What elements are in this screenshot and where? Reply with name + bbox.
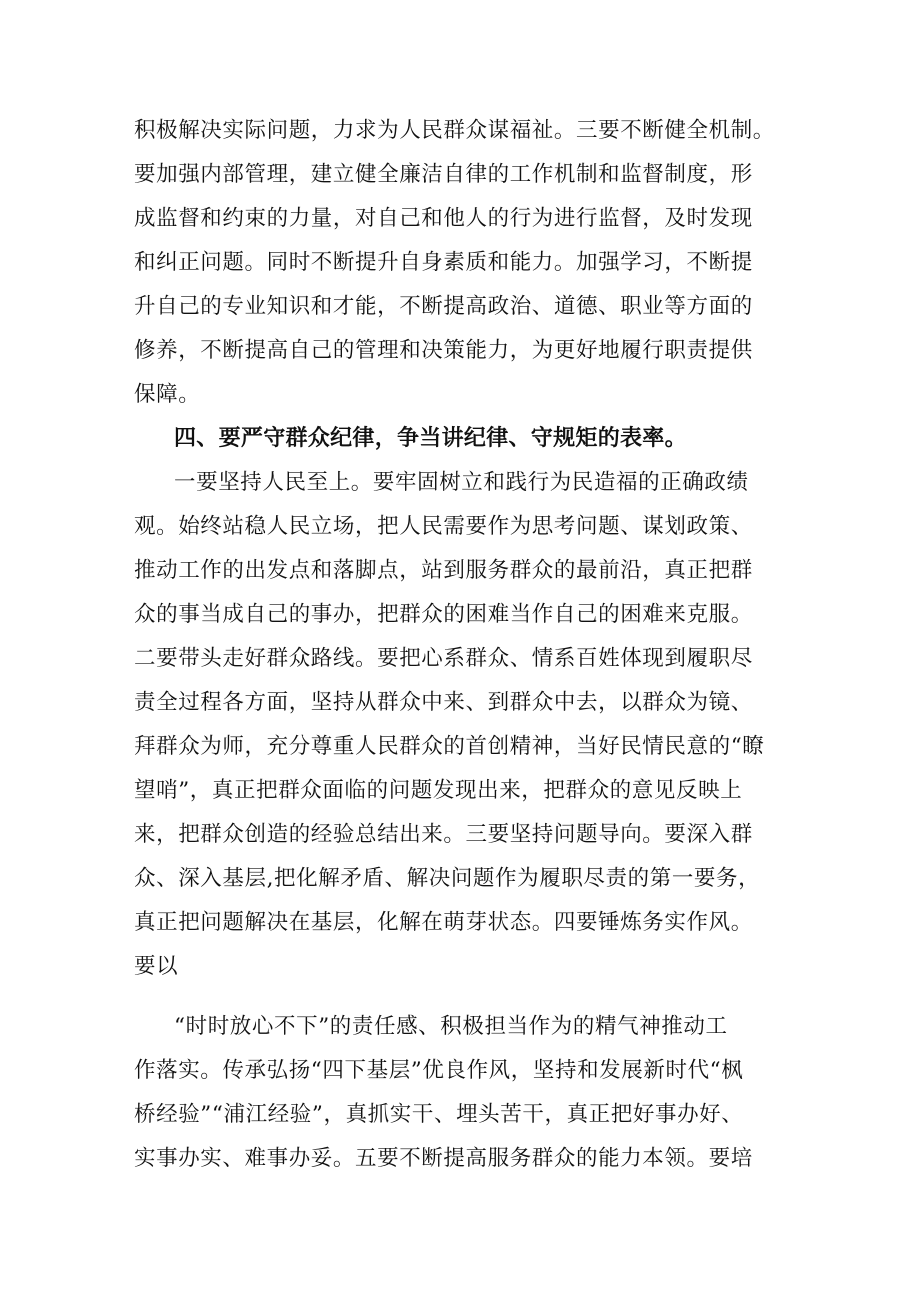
- paragraph-line: 积极解决实际问题，力求为人民群众谋福祉。三要不断健全机制。: [134, 118, 775, 143]
- paragraph-line: 真正把问题解决在基层，化解在萌芽状态。四要锤炼务实作风。: [134, 910, 753, 935]
- paragraph-line: 要加强内部管理，建立健全廉洁自律的工作机制和监督制度，形: [134, 162, 753, 187]
- section-heading: 四、要严守群众纪律，争当讲纪律、守规矩的表率。: [174, 426, 687, 451]
- paragraph-line: 一要坚持人民至上。要牢固树立和践行为民造福的正确政绩: [174, 470, 749, 495]
- paragraph-line: 众、深入基层,把化解矛盾、解决问题作为履职尽责的第一要务，: [134, 866, 761, 891]
- paragraph-line: 保障。: [134, 382, 201, 407]
- paragraph-line: 众的事当成自己的事办，把群众的困难当作自己的困难来克服。: [134, 602, 753, 627]
- paragraph-line: 来，把群众创造的经验总结出来。三要坚持问题导向。要深入群: [134, 822, 753, 847]
- paragraph-line: 和纠正问题。同时不断提升自身素质和能力。加强学习，不断提: [134, 250, 753, 275]
- paragraph-line: “时时放心不下”的责任感、积极担当作为的精气神推动工: [174, 1014, 728, 1039]
- paragraph-line: 二要带头走好群众路线。要把心系群众、情系百姓体现到履职尽: [134, 646, 753, 671]
- paragraph-line: 拜群众为师，充分尊重人民群众的首创精神，当好民情民意的“瞭: [134, 734, 765, 759]
- paragraph-line: 观。始终站稳人民立场，把人民需要作为思考问题、谋划政策、: [134, 514, 753, 539]
- paragraph-line: 要以: [134, 954, 179, 979]
- paragraph-line: 推动工作的出发点和落脚点，站到服务群众的最前沿，真正把群: [134, 558, 753, 583]
- paragraph-line: 责全过程各方面，坚持从群众中来、到群众中去，以群众为镜、: [134, 690, 753, 715]
- paragraph-line: 作落实。传承弘扬“四下基层”优良作风，坚持和发展新时代“枫: [134, 1058, 744, 1083]
- paragraph-line: 望哨”，真正把群众面临的问题发现出来，把群众的意见反映上: [134, 778, 743, 803]
- paragraph-line: 升自己的专业知识和才能，不断提高政治、道德、职业等方面的: [134, 294, 753, 319]
- paragraph-line: 桥经验”“浦江经验”，真抓实干、埋头苦干，真正把好事办好、: [134, 1102, 744, 1127]
- paragraph-line: 成监督和约束的力量，对自己和他人的行为进行监督，及时发现: [134, 206, 753, 231]
- paragraph-line: 实事办实、难事办妥。五要不断提高服务群众的能力本领。要培: [134, 1146, 753, 1171]
- paragraph-line: 修养，不断提高自己的管理和决策能力，为更好地履行职责提供: [134, 338, 753, 363]
